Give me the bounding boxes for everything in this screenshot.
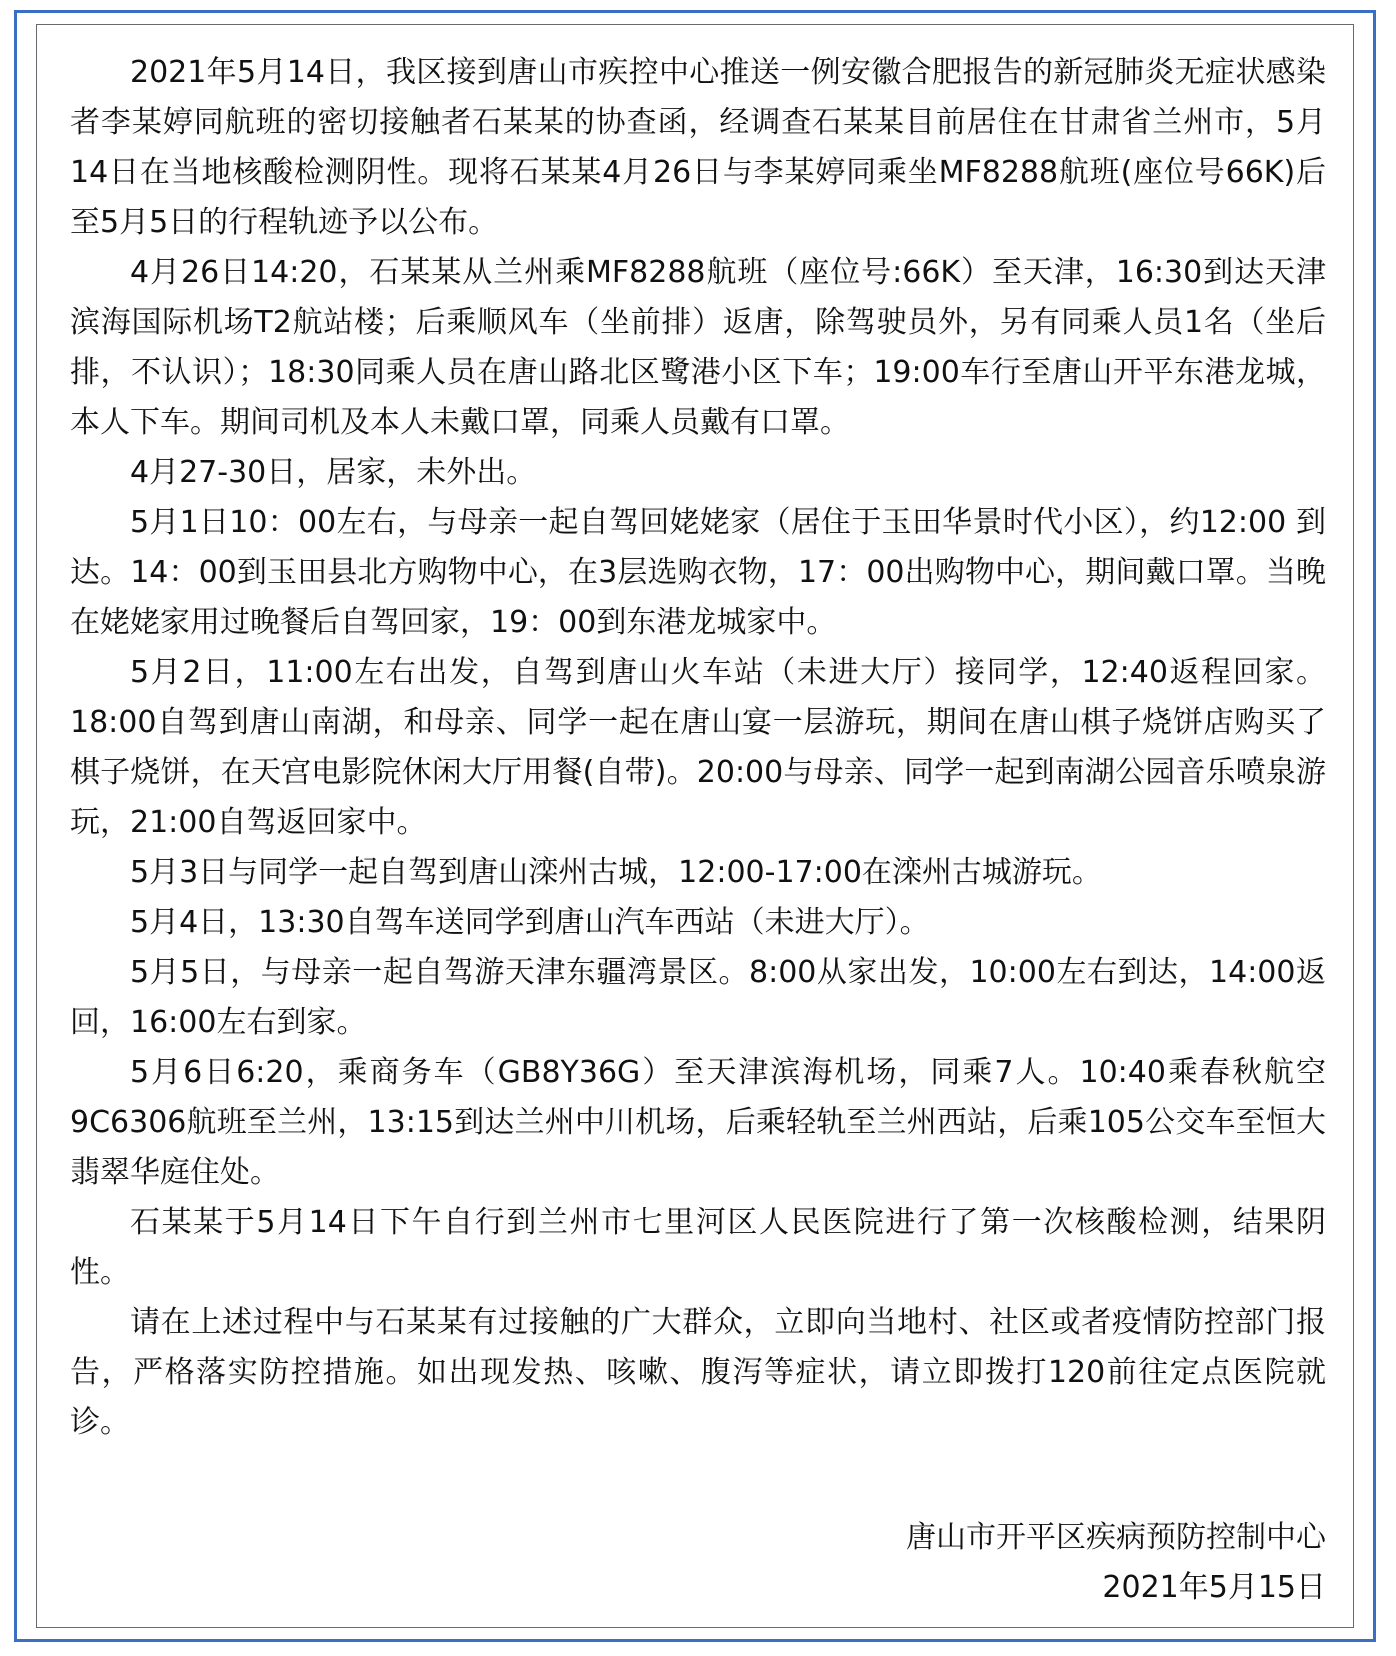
- paragraph-may-2: 5月2日，11:00左右出发，自驾到唐山火车站（未进大厅）接同学，12:40返程回家。18:00自驾到唐山南湖，和母亲、同学一起在唐山宴一层游玩，期间在唐山棋子烧饼店购买了棋子烧饼，在天宫电影院休闲大厅用餐(自带)。20:00与母亲、同学一起到南湖公园音乐喷泉游玩，21:00自驾返回家中。: [70, 655, 1326, 840]
- paragraph-may-1: 5月1日10：00左右，与母亲一起自驾回姥姥家（居住于玉田华景时代小区），约12:00 到达。14：00到玉田县北方购物中心，在3层选购衣物，17：00出购物中心，期间戴口罩。当晚在姥姥家用过晚餐后自驾回家，19：00到东港龙城家中。: [70, 505, 1326, 640]
- paragraph-intro: 2021年5月14日，我区接到唐山市疾控中心推送一例安徽合肥报告的新冠肺炎无症状感染者李某婷同航班的密切接触者石某某的协查函，经调查石某某目前居住在甘肃省兰州市，5月14日在当地核酸检测阴性。现将石某某4月26日与李某婷同乘坐MF8288航班(座位号66K)后至5月5日的行程轨迹予以公布。: [70, 55, 1326, 240]
- paragraph-may-3: 5月3日与同学一起自驾到唐山滦州古城，12:00-17:00在滦州古城游玩。: [130, 855, 1102, 890]
- paragraph-apr-27-30: 4月27-30日，居家，未外出。: [130, 455, 537, 490]
- signature-block: [906, 1513, 1326, 1613]
- notice-body: [70, 48, 1326, 1448]
- issuer-name: 唐山市开平区疾病预防控制中心: [906, 1520, 1326, 1555]
- paragraph-public-advice: 请在上述过程中与石某某有过接触的广大群众，立即向当地村、社区或者疫情防控部门报告，严格落实防控措施。如出现发热、咳嗽、腹泻等症状，请立即拨打120前往定点医院就诊。: [70, 1305, 1326, 1440]
- paragraph-apr-26: 4月26日14:20，石某某从兰州乘MF8288航班（座位号:66K）至天津，16:30到达天津滨海国际机场T2航站楼；后乘顺风车（坐前排）返唐，除驾驶员外，另有同乘人员1名（坐后排，不认识）；18:30同乘人员在唐山路北区鹭港小区下车；19:00车行至唐山开平东港龙城，本人下车。期间司机及本人未戴口罩，同乘人员戴有口罩。: [70, 255, 1326, 440]
- paragraph-may-6: 5月6日6:20，乘商务车（GB8Y36G）至天津滨海机场，同乘7人。10:40乘春秋航空9C6306航班至兰州，13:15到达兰州中川机场，后乘轻轨至兰州西站，后乘105公交车至恒大翡翠华庭住处。: [70, 1055, 1326, 1190]
- paragraph-may-4: 5月4日，13:30自驾车送同学到唐山汽车西站（未进大厅）。: [130, 905, 930, 940]
- paragraph-test-result: 石某某于5月14日下午自行到兰州市七里河区人民医院进行了第一次核酸检测，结果阴性。: [70, 1205, 1326, 1290]
- issue-date: 2021年5月15日: [1102, 1570, 1326, 1605]
- paragraph-may-5: 5月5日，与母亲一起自驾游天津东疆湾景区。8:00从家出发，10:00左右到达，14:00返回，16:00左右到家。: [70, 955, 1326, 1040]
